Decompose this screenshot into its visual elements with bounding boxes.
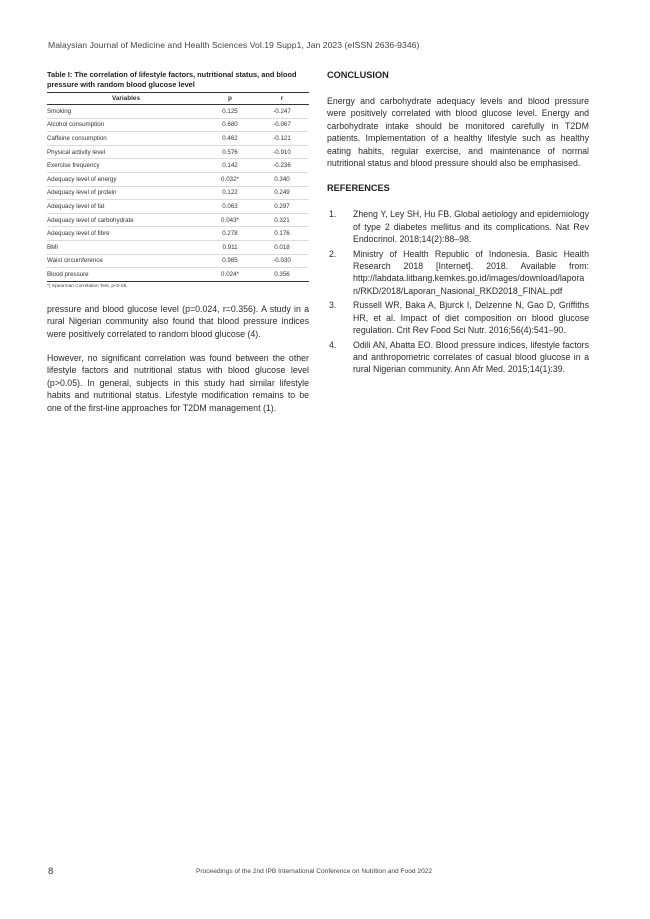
cell-variable: Blood pressure [47,268,205,282]
cell-p: 0.576 [205,145,255,159]
cell-p: 0.024* [205,268,255,282]
cell-p: 0.122 [205,186,255,200]
table-row [47,145,309,159]
body-paragraph: However, no significant correlation was found between the other lifestyle factors and nutritional status with blood glucose level (p>0.05). In general, subjects in this study had similar lifestyle habits and nutritional status. Lifestyle modification remains to be one of the first-line approaches for T2DM management (1). [47,352,309,413]
cell-r: 0.176 [255,227,309,241]
left-column [47,70,309,414]
cell-variable: Adequacy level of protein [47,186,205,200]
cell-r: 0.297 [255,200,309,214]
cell-p: 0.278 [205,227,255,241]
cell-p: 0.032* [205,172,255,186]
cell-p: 0.142 [205,159,255,173]
cell-r: -0.067 [255,118,309,132]
cell-p: 0.043* [205,213,255,227]
reference-item [327,299,589,336]
table-row [47,227,309,241]
cell-r: -0.121 [255,132,309,146]
correlation-table [47,92,309,282]
reference-item [327,248,589,298]
reference-text: Russell WR, Baka A, Bjurck I, Delzenne N, Gao D, Griffiths HR, et al. Impact of diet composition on blood glucose regulation. Crit Rev Food Sci Nutr. 2016;56(4):541–90. [353,300,589,336]
cell-variable: Waist circumference [47,254,205,268]
table-caption: Table I: The correlation of lifestyle factors, nutritional status, and blood pressure with random blood glucose level [47,70,297,89]
table-row [47,172,309,186]
column-header-variables: Variables [47,93,205,105]
cell-r: 0.249 [255,186,309,200]
cell-r: -0.247 [255,105,309,119]
table-row [47,105,309,119]
reference-text: Ministry of Health Republic of Indonesia. Basic Health Research 2018 [Internet]. 2018. Available from: http://labdata.litbang.kemkes.go.id/images/download/laporan/RKD/2018/Laporan_Nasional_RKD2018_FINAL.pdf [353,248,589,296]
table-row [47,200,309,214]
reference-text: Zheng Y, Ley SH, Hu FB. Global aetiology and epidemiology of type 2 diabetes mellitus and its complications. Nat Rev Endocrinol. 2018;14(2):88–98. [353,209,589,245]
cell-p: 0.985 [205,254,255,268]
cell-p: 0.462 [205,132,255,146]
reference-list [327,208,589,375]
table-row [47,132,309,146]
running-header: Malaysian Journal of Medicine and Health Sciences Vol.19 Supp1, Jan 2023 (eISSN 2636-9346) [48,40,420,50]
cell-variable: Adequacy level of fibre [47,227,205,241]
cell-variable: BMI [47,240,205,254]
cell-variable: Physical activity level [47,145,205,159]
column-header-p: p [205,93,255,105]
cell-p: 0.680 [205,118,255,132]
table-row [47,240,309,254]
column-header-r: r [255,93,309,105]
cell-r: 0.340 [255,172,309,186]
reference-number: 3. [329,300,337,311]
cell-r: -0.236 [255,159,309,173]
cell-p: 0.063 [205,200,255,214]
table-row [47,186,309,200]
cell-variable: Adequacy level of carbohydrate [47,213,205,227]
reference-number: 2. [329,248,337,259]
cell-p: 0.911 [205,240,255,254]
reference-item [327,208,589,245]
table-row [47,268,309,282]
cell-r: 0.018 [255,240,309,254]
body-paragraph: pressure and blood glucose level (p=0.024, r=0.356). A study in a rural Nigerian community also found that blood pressure indices were positively correlated to random blood glucose (4). [47,303,309,339]
cell-r: -0.910 [255,145,309,159]
cell-variable: Alcohol consumption [47,118,205,132]
reference-number: 4. [329,339,337,350]
running-footer: Proceedings of the 2nd IPB International Conference on Nutrition and Food 2022 [196,868,433,875]
table-row [47,118,309,132]
table-row [47,159,309,173]
table-row [47,254,309,268]
table-footnote: *) Spearman Correlation Test, p<0.05. [47,283,128,289]
cell-variable: Exercise frequency [47,159,205,173]
cell-p: 0.125 [205,105,255,119]
cell-r: 0.356 [255,268,309,282]
reference-text: Odili AN, Abatta EO. Blood pressure indices, lifestyle factors and anthropometric correlates of casual blood glucose in a rural Nigerian community. Ann Afr Med. 2015;14(1):39. [353,339,589,375]
cell-variable: Smoking [47,105,205,119]
table-row [47,213,309,227]
page-number: 8 [48,866,54,877]
table-header-row [47,93,309,105]
conclusion-heading: CONCLUSION [327,70,389,80]
cell-variable: Caffeine consumption [47,132,205,146]
cell-variable: Adequacy level of energy [47,172,205,186]
cell-r: -0.030 [255,254,309,268]
references-heading: REFERENCES [327,183,390,194]
reference-number: 1. [329,209,337,220]
reference-item [327,339,589,376]
conclusion-paragraph: Energy and carbohydrate adequacy levels and blood pressure were positively correlated with blood glucose level. Energy and carbohydrate intake should be monitored carefully in T2DM patients. Implementation of a healthy lifestyle such as healthy eating habits, regular exercise, and maintenance of normal nutritional status and blood pressure should also be emphasised. [327,96,589,169]
right-column [327,70,589,378]
cell-r: 0.321 [255,213,309,227]
cell-variable: Adequacy level of fat [47,200,205,214]
